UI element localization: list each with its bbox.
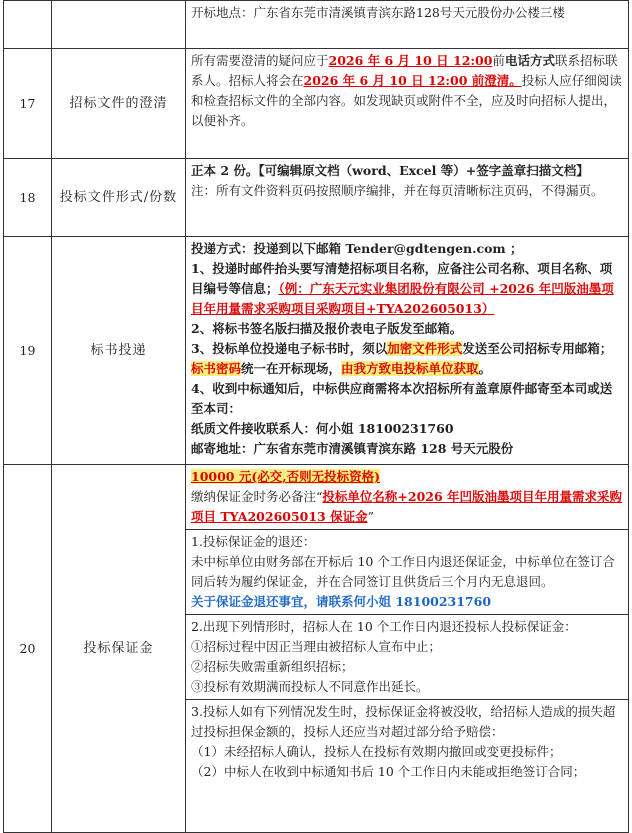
deposit-amount-section: 10000 元(必交,否则无投标资格) 缴纳保证金时务必备注“投标单位名称+2026 年凹版油墨项目年用量需求采购项目 TYA202605013 保证金” [191, 469, 623, 524]
row-item [52, 1, 186, 49]
opening-location: 开标地点：广东省东莞市清溪镇青滨东路128号天元股份办公楼三楼 [186, 1, 629, 49]
table-row [4, 49, 629, 159]
table-row [4, 465, 629, 833]
bid-delivery-content: 投递方式：投递到以下邮箱 Tender@gdtengen.com ； 1、投递时邮件抬头要写清楚招标项目名称，应备注公司名称、项目名称、项目编号等信息；（例：广东天元实业集团股份有限公司 +2026 年凹版油墨项目年用量需求采购项目采购项目+TYA202605013） 2、将标书签名版扫描及报价表电子版发至邮箱。 3、投标单位投递电子标书时，须以加密文件形式发送至公司招标专用邮箱；标书密码统一在开标现场，由我方致电投标单位获取。 4、收到中标通知后，中标供应商需将本次招标所有盖章原件邮寄至本司或送至本司： 纸质文件接收联系人：何小姐 18100231760 邮寄地址：广东省东莞市清溪镇青滨东路 128 号天元股份 [186, 237, 629, 465]
deposit-refund-section: 1.投标保证金的退还： 未中标单位由财务部在开标后 10 个工作日内退还保证金，中标单位在签订合同后转为履约保证金，并在合同签订且供货后三个月内无息退回。 关于保证金退还事宜，请联系何小姐 18100231760 [186, 529, 628, 614]
email-subject-example: （例：广东天元实业集团股份有限公司 +2026 年凹版油墨项目年用量需求采购项目采购项目+TYA202605013） [191, 281, 614, 316]
table-row [4, 237, 629, 465]
row-number: 17 [4, 49, 52, 159]
deposit-contact: 关于保证金退还事宜，请联系何小姐 18100231760 [191, 594, 492, 609]
row-number: 19 [4, 237, 52, 465]
deposit-forfeit-section: 3.投标人如有下列情况发生时，投标保证金将被没收，给招标人造成的损失超过投标担保金额的，投标人还应当对超过部分给予赔偿： （1）未经招标人确认，投标人在投标有效期内撤回或变更投标件； （2）中标人在收到中标通知书后 10 个工作日内未能或拒绝签订合同； [186, 699, 628, 784]
row-number: 20 [4, 465, 52, 833]
document-format: 正本 2 份。【可编辑原文档（word、Excel 等）+签字盖章扫描文档】 注：所有文件资料页码按照顺序编排，并在每页清晰标注页码，不得漏页。 [186, 159, 629, 237]
row-item: 标书投递 [52, 237, 186, 465]
row-number: 18 [4, 159, 52, 237]
table-row [4, 159, 629, 237]
row-number [4, 1, 52, 49]
row-item: 投标保证金 [52, 465, 186, 833]
deposit-remark: 投标单位名称+2026 年凹版油墨项目年用量需求采购项目 TYA202605013 保证金 [191, 489, 623, 524]
table-row [4, 1, 629, 49]
bid-info-table [3, 0, 629, 833]
clarification-content: 所有需要澄清的疑问应于2026 年 6 月 10 日 12:00前电话方式联系招标联系人。招标人将会在2026 年 6 月 10 日 12:00 前澄清。投标人应仔细阅读和检查招标文件的全部内容。如发现缺页或附件不全，应及时向招标人提出，以便补齐。 [186, 49, 629, 159]
clarify-deadline: 2026 年 6 月 10 日 12:00 [328, 53, 493, 68]
deposit-return-section: 2.出现下列情形时，招标人在 10 个工作日内退还投标人投标保证金： ①招标过程中因正当理由被招标人宣布中止； ②招标失败需重新组织招标； ③投标有效期满而投标人不同意作出延长。 [186, 614, 628, 699]
clarify-reply-deadline: 2026 年 6 月 10 日 12:00 前澄清。 [303, 73, 522, 88]
deposit-amount: 10000 元(必交,否则无投标资格) [191, 469, 381, 484]
row-item: 招标文件的澄清 [52, 49, 186, 159]
deposit-content [186, 465, 629, 833]
row-item: 投标文件形式/份数 [52, 159, 186, 237]
